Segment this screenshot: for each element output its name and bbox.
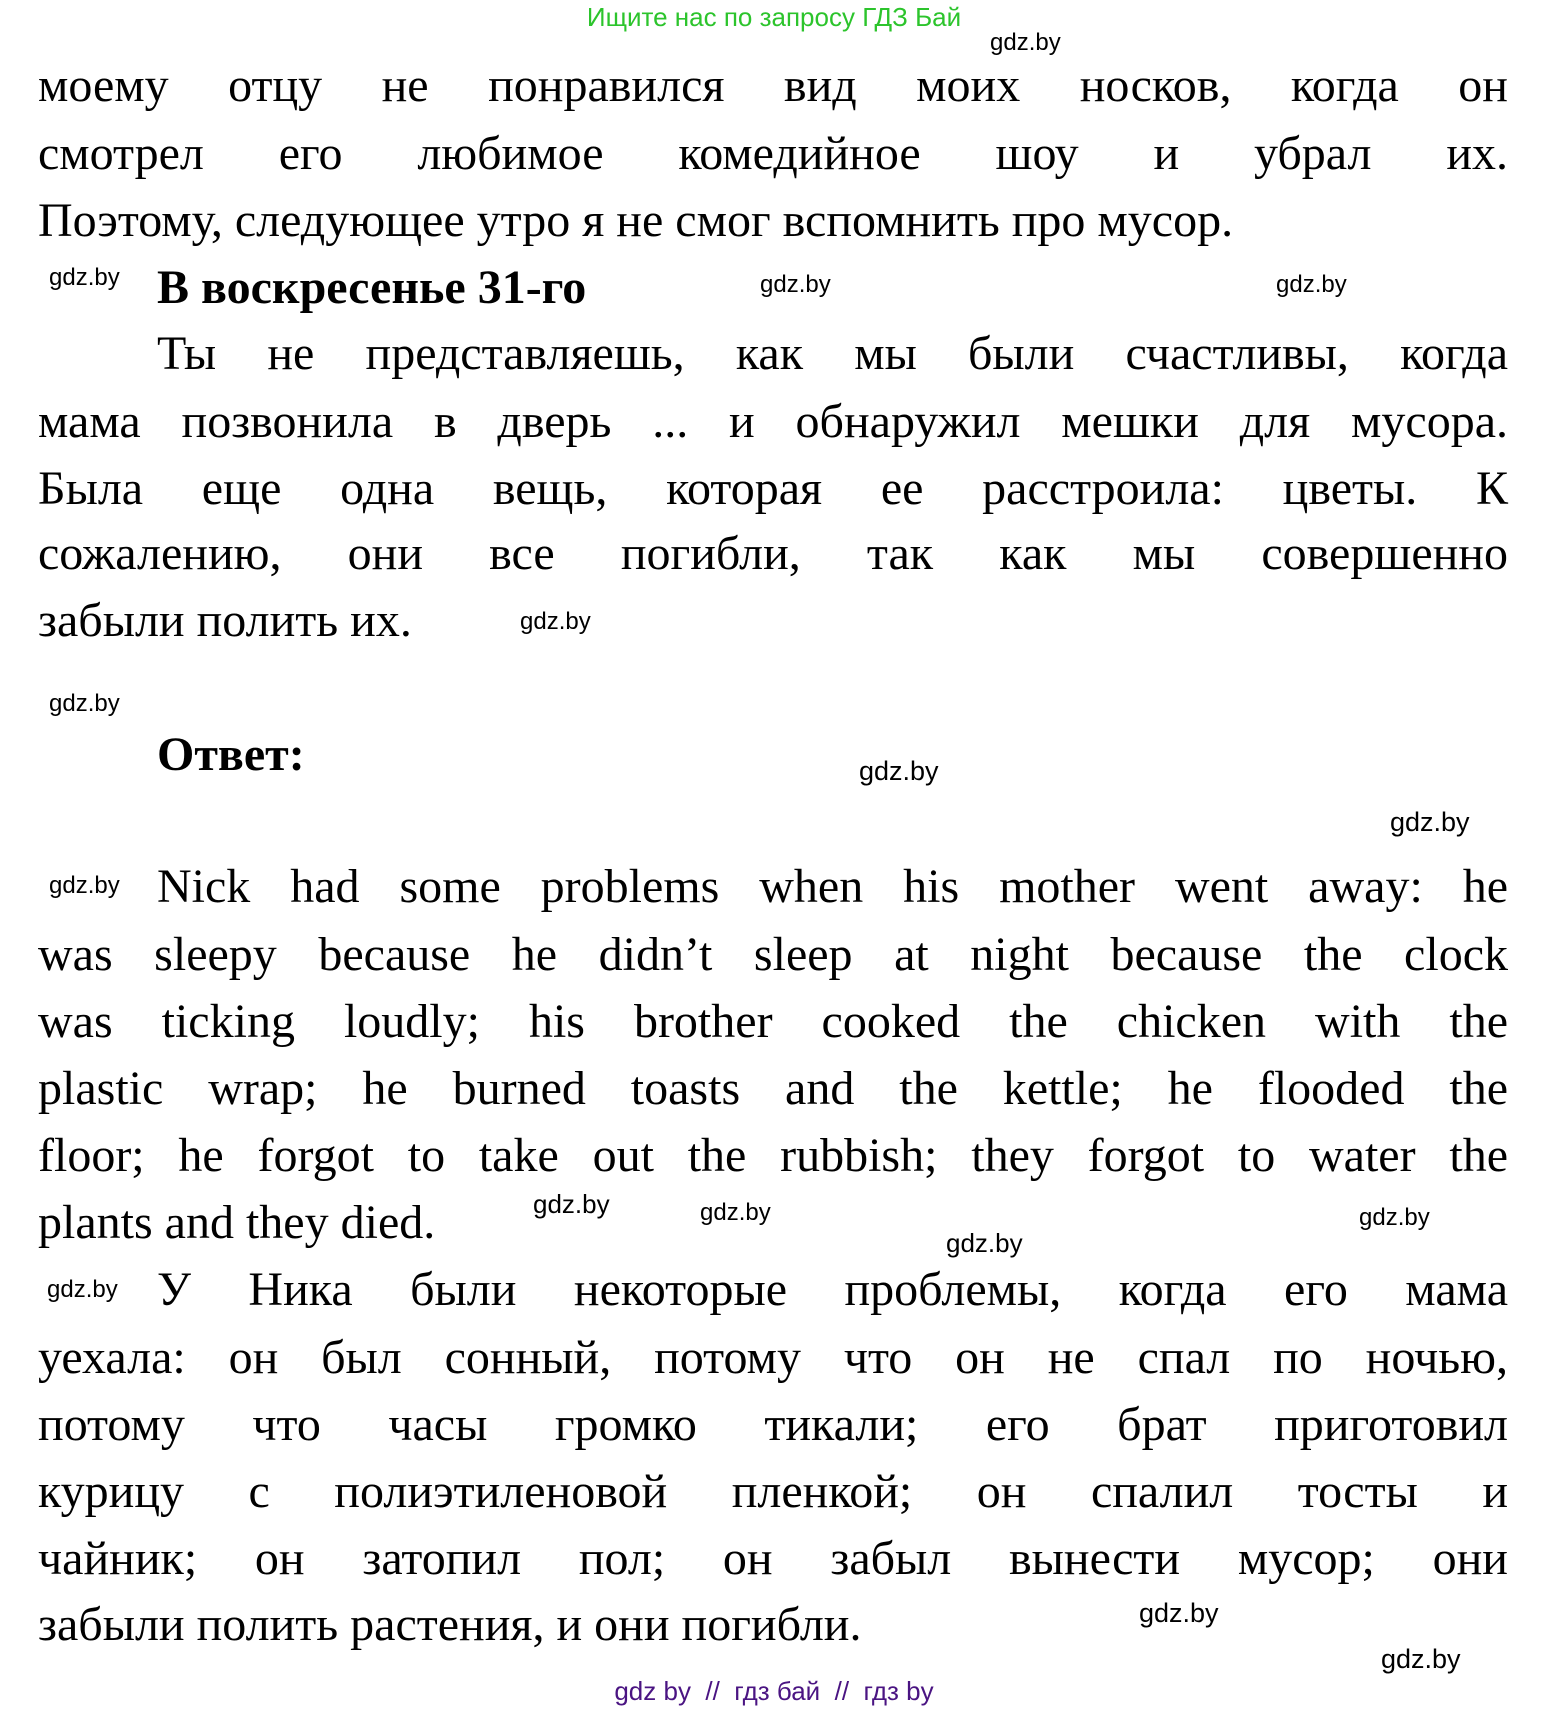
watermark: gdz.by: [760, 271, 831, 298]
text-line: моему отцу не понравился вид моих носков, когда он: [38, 59, 1508, 112]
text-line: Ты не представляешь, как мы были счастливы, когда: [157, 327, 1508, 380]
text-line: чайник; он затопил пол; он забыл вынести мусор; они: [38, 1532, 1508, 1585]
watermark: gdz.by: [49, 690, 120, 717]
watermark: gdz.by: [1139, 1598, 1219, 1628]
watermark: gdz.by: [946, 1228, 1023, 1258]
watermark: gdz.by: [47, 1276, 118, 1303]
text-line: plastic wrap; he burned toasts and the kettle; he flooded the: [38, 1062, 1508, 1115]
text-line: was sleepy because he didn’t sleep at night because the clock: [38, 928, 1508, 981]
watermark: gdz.by: [533, 1189, 610, 1219]
answer-heading: Ответ:: [157, 728, 305, 781]
footer-links[interactable]: gdz by // гдз бай // гдз by: [614, 1676, 934, 1706]
text-line: смотрел его любимое комедийное шоу и убрал их.: [38, 127, 1508, 180]
watermark: gdz.by: [859, 756, 939, 786]
watermark: gdz.by: [1276, 271, 1347, 298]
header-banner[interactable]: Ищите нас по запросу ГДЗ Бай: [586, 2, 962, 32]
watermark: gdz.by: [700, 1199, 771, 1226]
text-line: забыли полить их.: [38, 594, 412, 647]
text-line: курицу с полиэтиленовой пленкой; он спалил тосты и: [38, 1465, 1508, 1518]
watermark: gdz.by: [49, 872, 120, 899]
text-line: уехала: он был сонный, потому что он не спал по ночью,: [38, 1331, 1508, 1384]
text-line: was ticking loudly; his brother cooked the chicken with the: [38, 995, 1508, 1048]
text-line: Nick had some problems when his mother went away: he: [157, 860, 1508, 913]
text-line: забыли полить растения, и они погибли.: [38, 1598, 862, 1651]
watermark: gdz.by: [520, 608, 591, 635]
watermark: gdz.by: [1359, 1204, 1430, 1231]
watermark: gdz.by: [1381, 1644, 1461, 1674]
text-line: Была еще одна вещь, которая ее расстроила: цветы. К: [38, 462, 1508, 515]
text-line: потому что часы громко тикали; его брат приготовил: [38, 1398, 1508, 1451]
watermark: gdz.by: [1390, 807, 1470, 837]
text-line: Поэтому, следующее утро я не смог вспомнить про мусор.: [38, 194, 1234, 247]
text-line: plants and they died.: [38, 1196, 436, 1249]
text-line: мама позвонила в дверь ... и обнаружил мешки для мусора.: [38, 395, 1508, 448]
watermark: gdz.by: [990, 29, 1061, 56]
text-line: У Ника были некоторые проблемы, когда его мама: [157, 1263, 1508, 1316]
text-line: сожалению, они все погибли, так как мы совершенно: [38, 527, 1508, 580]
text-line: floor; he forgot to take out the rubbish; they forgot to water the: [38, 1129, 1508, 1182]
watermark: gdz.by: [49, 264, 120, 291]
section-heading: В воскресенье 31-го: [157, 261, 587, 314]
